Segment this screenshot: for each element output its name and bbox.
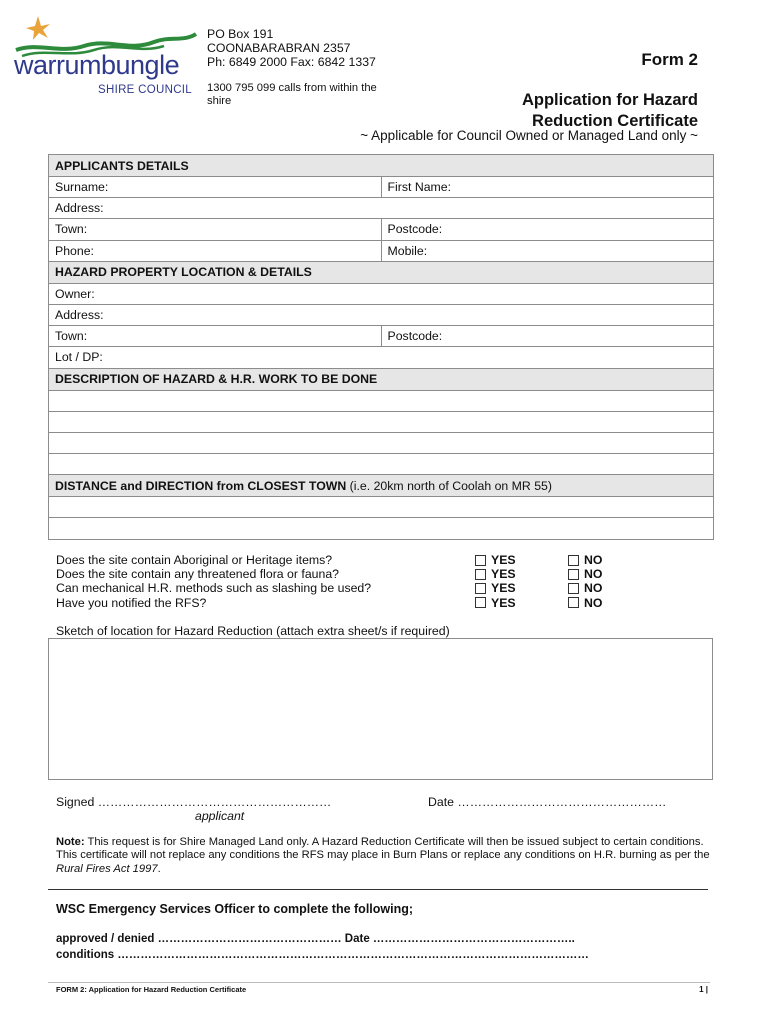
description-header: DESCRIPTION OF HAZARD & H.R. WORK TO BE DONE: [49, 368, 714, 390]
date-line[interactable]: Date ……………………………………………: [428, 795, 667, 809]
yes-option[interactable]: [475, 553, 516, 567]
property-postcode-field[interactable]: Postcode:: [381, 326, 714, 347]
checkbox-icon[interactable]: [475, 555, 486, 566]
applicant-caption: applicant: [195, 809, 245, 823]
distance-header-example: (i.e. 20km north of Coolah on MR 55): [346, 478, 552, 493]
note-act: Rural Fires Act 1997: [56, 862, 158, 875]
lot-dp-field[interactable]: Lot / DP:: [49, 347, 714, 368]
checkbox-icon[interactable]: [475, 597, 486, 608]
sketch-area[interactable]: [48, 638, 713, 780]
po-box: PO Box 191: [207, 27, 274, 41]
sketch-label: Sketch of location for Hazard Reduction (attach extra sheet/s if required): [56, 624, 450, 638]
form-subtitle: ~ Applicable for Council Owned or Managed Land only ~: [360, 128, 698, 143]
distance-line[interactable]: [49, 497, 714, 518]
question-heritage: Does the site contain Aboriginal or Heritage items?: [56, 553, 333, 567]
no-label: NO: [584, 595, 603, 610]
form-number: Form 2: [641, 50, 698, 69]
checkbox-icon[interactable]: [568, 597, 579, 608]
checkbox-icon[interactable]: [568, 555, 579, 566]
form-title-line1: Application for Hazard: [521, 91, 698, 109]
no-column: [568, 553, 602, 610]
wsc-title: WSC Emergency Services Officer to complete the following;: [56, 902, 414, 916]
application-table: [48, 154, 714, 540]
yes-column: [475, 553, 516, 610]
property-address-field[interactable]: Address:: [49, 304, 714, 325]
no-option[interactable]: [568, 567, 602, 581]
yes-label: YES: [491, 567, 516, 582]
description-line[interactable]: [49, 411, 714, 432]
applicants-header: APPLICANTS DETAILS: [49, 155, 714, 177]
no-label: NO: [584, 581, 603, 596]
checkbox-icon[interactable]: [475, 583, 486, 594]
question-mechanical: Can mechanical H.R. methods such as slashing be used?: [56, 581, 372, 596]
property-town-field[interactable]: Town:: [49, 326, 382, 347]
applicant-postcode-field[interactable]: Postcode:: [381, 219, 714, 240]
footer-divider: [48, 982, 710, 983]
questions-list: [56, 553, 371, 610]
yes-label: YES: [491, 595, 516, 610]
question-flora-fauna: Does the site contain any threatened flora or fauna?: [56, 567, 340, 582]
conditions-line[interactable]: conditions ……………………………………………………………………………………………………………: [56, 949, 589, 961]
applicant-town-field[interactable]: Town:: [49, 219, 382, 240]
logo-wordmark: warrumbungle: [14, 50, 180, 80]
phone-field[interactable]: Phone:: [49, 240, 382, 261]
no-option[interactable]: [568, 553, 602, 567]
applicant-address-field[interactable]: Address:: [49, 198, 714, 219]
note-text-b: .: [157, 862, 161, 875]
yes-label: YES: [491, 553, 516, 567]
form-title-line2: Reduction Certificate: [532, 112, 698, 130]
council-logo: [14, 12, 199, 102]
description-line[interactable]: [49, 454, 714, 475]
divider: [48, 889, 708, 890]
question-rfs: Have you notified the RFS?: [56, 595, 207, 610]
signed-line[interactable]: Signed …………………………………………………: [56, 795, 332, 809]
first-name-field[interactable]: First Name:: [381, 177, 714, 198]
phone-fax: Ph: 6849 2000 Fax: 6842 1337: [207, 55, 376, 70]
distance-line[interactable]: [49, 518, 714, 539]
yes-option[interactable]: [475, 596, 516, 610]
calls-note: 1300 795 099 calls from within the shire: [207, 81, 377, 107]
checkbox-icon[interactable]: [568, 569, 579, 580]
footer-form-name: FORM 2: Application for Hazard Reduction Certificate: [56, 985, 247, 994]
no-label: NO: [584, 567, 603, 582]
note-text-a: This request is for Shire Managed Land only. A Hazard Reduction Certificate will then be issued subject to certain conditions. This certificate will not replace any conditions the RFS may place in Burn Plans or replace any conditions on H.R. burning as per the: [56, 836, 710, 862]
yes-option[interactable]: [475, 581, 516, 595]
mobile-field[interactable]: Mobile:: [381, 240, 714, 261]
contact-block: [207, 27, 407, 108]
yes-option[interactable]: [475, 567, 516, 581]
note-paragraph: [56, 836, 716, 876]
surname-field[interactable]: Surname:: [49, 177, 382, 198]
yes-label: YES: [491, 581, 516, 596]
no-label: NO: [584, 553, 603, 567]
page-number: 1 |: [699, 985, 708, 994]
owner-field[interactable]: Owner:: [49, 283, 714, 304]
approved-denied-line[interactable]: approved / denied ………………………………………… Date ……………………………………………..: [56, 933, 575, 945]
no-option[interactable]: [568, 581, 602, 595]
distance-header-bold: DISTANCE and DIRECTION from CLOSEST TOWN: [55, 478, 347, 493]
logo-subtitle: SHIRE COUNCIL: [98, 84, 192, 96]
checkbox-icon[interactable]: [568, 583, 579, 594]
distance-header: [49, 475, 714, 497]
checkbox-icon[interactable]: [475, 569, 486, 580]
note-label: Note:: [56, 836, 85, 848]
description-line[interactable]: [49, 432, 714, 453]
description-line[interactable]: [49, 390, 714, 411]
form-title: [522, 90, 698, 132]
property-header: HAZARD PROPERTY LOCATION & DETAILS: [49, 261, 714, 283]
no-option[interactable]: [568, 596, 602, 610]
town-postcode: COONABARABRAN 2357: [207, 41, 351, 56]
